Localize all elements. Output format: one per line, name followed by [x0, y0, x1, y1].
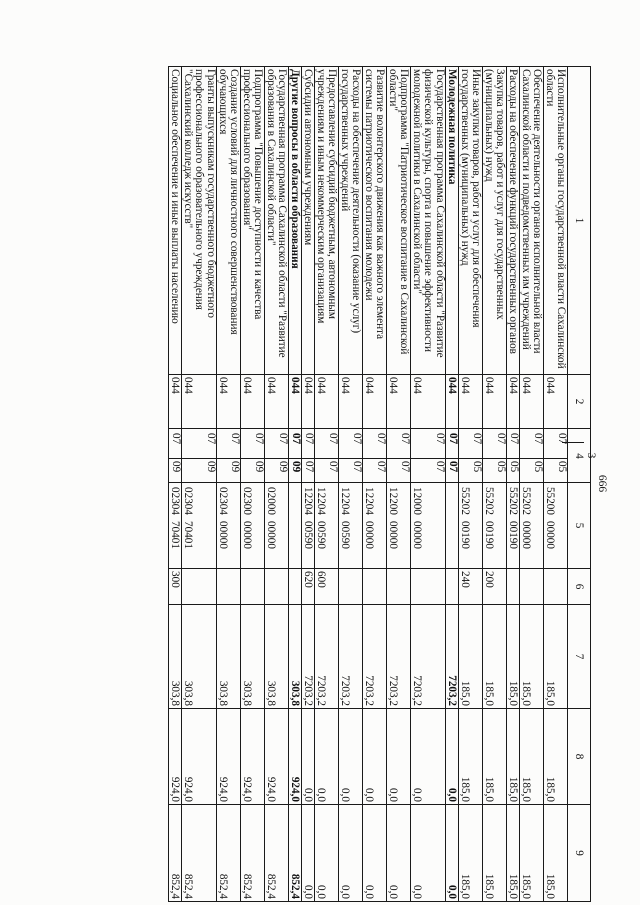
section-subsection-cell: [458, 429, 482, 483]
target-article-cell: [240, 483, 264, 569]
expense-type-cell: 620: [301, 569, 314, 605]
subsection-code: 09: [217, 458, 240, 485]
table-row: [181, 67, 216, 902]
target-article-code-part1: 02304: [217, 487, 230, 515]
section-code: 07: [470, 433, 483, 445]
section-code: 07: [204, 433, 217, 445]
subsection-code: 07: [339, 458, 362, 485]
expense-type-cell: 600: [314, 569, 338, 605]
target-article-code-part1: 02000: [265, 487, 278, 515]
expense-type-cell: 240: [458, 569, 482, 605]
row-name-cell: Гранты выпускникам государственного бюджетного профессионального образовательного учреждения "Сахалинский колледж искусств": [181, 67, 216, 375]
target-article-code-part2: 00000: [265, 521, 278, 549]
section-subsection-cell: [314, 429, 338, 483]
target-article-code-part2: 00190: [506, 521, 519, 549]
target-article-cell: [445, 483, 458, 569]
section-subsection-cell: [519, 429, 543, 483]
table-row: [362, 67, 386, 902]
section-subsection-cell: [240, 429, 264, 483]
section-code: 07: [446, 433, 459, 445]
amount-year3-cell: 0,0: [338, 805, 362, 902]
table-row: [458, 67, 482, 902]
subsection-code: 09: [241, 458, 264, 485]
target-article-code-part1: 55202: [458, 487, 471, 515]
amount-year2-cell: 0,0: [362, 709, 386, 805]
section-code: 07: [374, 433, 387, 445]
subsection-code: 07: [302, 458, 314, 485]
amount-year1-cell: 7203,2: [445, 605, 458, 709]
amount-year3-cell: 185,0: [506, 805, 519, 902]
amount-year1-cell: 303,8: [181, 605, 216, 709]
section-code: 07: [276, 433, 289, 445]
subsection-code: 09: [265, 458, 288, 485]
amount-year3-cell: 0,0: [362, 805, 386, 902]
amount-year1-cell: 185,0: [543, 605, 567, 709]
row-name-cell: Социальное обеспечение и иные выплаты населению: [168, 67, 181, 375]
amount-year3-cell: 185,0: [482, 805, 506, 902]
column-header-3: 3: [584, 452, 597, 459]
grbs-code-cell: 044: [506, 375, 519, 429]
amount-year2-cell: 0,0: [301, 709, 314, 805]
table-row: [314, 67, 338, 902]
subsection-code: 05: [507, 458, 519, 485]
target-article-code-part2: 00000: [241, 521, 254, 549]
expense-type-cell: [216, 569, 240, 605]
table-row: [482, 67, 506, 902]
amount-year2-cell: 185,0: [543, 709, 567, 805]
target-article-code-part2: 00000: [543, 521, 556, 549]
target-article-cell: [386, 483, 410, 569]
row-name-cell: Обеспечение деятельности органов исполнительной власти Сахалинской области и подведомственных им учреждений: [519, 67, 543, 375]
section-subsection-cell: [264, 429, 288, 483]
section-code: 07: [228, 433, 241, 445]
grbs-code-cell: 044: [240, 375, 264, 429]
expense-type-cell: [362, 569, 386, 605]
row-name-cell: Предоставление субсидий бюджетным, автономным учреждениям и иным некоммерческим организациям: [314, 67, 338, 375]
row-name-cell: Другие вопросы в области образования: [288, 67, 301, 375]
table-row: [519, 67, 543, 902]
target-article-code-part1: 02300: [241, 487, 254, 515]
subsection-code: 09: [289, 458, 301, 485]
expense-type-cell: 200: [482, 569, 506, 605]
section-code: 07: [169, 433, 182, 445]
target-article-cell: [168, 483, 181, 569]
target-article-code-part2: 00590: [339, 521, 352, 549]
section-subsection-cell: [386, 429, 410, 483]
table-row: [264, 67, 288, 902]
section-code: 07: [494, 433, 507, 445]
amount-year1-cell: 303,8: [240, 605, 264, 709]
expense-type-cell: [445, 569, 458, 605]
grbs-code-cell: 044: [543, 375, 567, 429]
grbs-code-cell: 044: [216, 375, 240, 429]
target-article-code-part1: 02304: [182, 487, 195, 515]
row-name-cell: Подпрограмма "Повышение доступности и качества профессионального образования": [240, 67, 264, 375]
amount-year1-cell: 7203,2: [410, 605, 445, 709]
expense-type-cell: 300: [168, 569, 181, 605]
target-article-cell: [181, 483, 216, 569]
amount-year2-cell: 924,0: [181, 709, 216, 805]
table-row: [386, 67, 410, 902]
target-article-code-part2: 00000: [519, 521, 532, 549]
amount-year1-cell: 303,8: [216, 605, 240, 709]
target-article-cell: [482, 483, 506, 569]
expense-type-cell: [240, 569, 264, 605]
row-name-cell: Расходы на обеспечение деятельности (оказание услуг) государственных учреждений: [338, 67, 362, 375]
amount-year2-cell: 924,0: [264, 709, 288, 805]
column-header-9: 9: [567, 805, 590, 902]
amount-year1-cell: 303,8: [168, 605, 181, 709]
amount-year2-cell: 0,0: [386, 709, 410, 805]
subsection-code: 07: [363, 458, 386, 485]
grbs-code-cell: 044: [482, 375, 506, 429]
target-article-code-part2: 00000: [363, 521, 376, 549]
amount-year1-cell: 7203,2: [386, 605, 410, 709]
table-row: [410, 67, 445, 902]
target-article-code-part2: 00000: [411, 521, 424, 549]
row-name-cell: Создание условий для личностного совершенствования обучающихся: [216, 67, 240, 375]
amount-year2-cell: 924,0: [168, 709, 181, 805]
subsection-code: 05: [544, 458, 567, 485]
amount-year1-cell: 7203,2: [338, 605, 362, 709]
target-article-code-part1: 12204: [363, 487, 376, 515]
amount-year1-cell: 185,0: [482, 605, 506, 709]
subsection-code: 07: [411, 458, 445, 485]
expense-type-cell: [338, 569, 362, 605]
column-header-3-4: [567, 429, 597, 483]
target-article-cell: [410, 483, 445, 569]
amount-year2-cell: 185,0: [519, 709, 543, 805]
grbs-code-cell: 044: [314, 375, 338, 429]
grbs-code-cell: 044: [386, 375, 410, 429]
subsection-code: 05: [483, 458, 506, 485]
table-row: [240, 67, 264, 902]
target-article-code-part2: 70401: [168, 521, 181, 549]
amount-year2-cell: 0,0: [445, 709, 458, 805]
amount-year1-cell: 7203,2: [314, 605, 338, 709]
expense-type-cell: [288, 569, 301, 605]
target-article-cell: [519, 483, 543, 569]
amount-year2-cell: 924,0: [288, 709, 301, 805]
column-header-5: 5: [567, 483, 590, 569]
amount-year3-cell: 0,0: [386, 805, 410, 902]
section-code: 07: [433, 433, 446, 445]
section-code: 07: [350, 433, 363, 445]
grbs-code-cell: 044: [301, 375, 314, 429]
grbs-code-cell: 044: [519, 375, 543, 429]
section-code: 07: [252, 433, 265, 445]
section-subsection-cell: [543, 429, 567, 483]
row-name-cell: Субсидии автономным учреждениям: [301, 67, 314, 375]
subsection-code: 07: [446, 458, 458, 485]
target-article-cell: [301, 483, 314, 569]
amount-year2-cell: 0,0: [410, 709, 445, 805]
row-name-cell: Иные закупки товаров, работ и услуг для обеспечения государственных (муниципальных) нужд: [458, 67, 482, 375]
target-article-code-part1: 55202: [519, 487, 532, 515]
target-article-cell: [506, 483, 519, 569]
expense-type-cell: [181, 569, 216, 605]
target-article-code-part1: 55202: [506, 487, 519, 515]
expense-type-cell: [506, 569, 519, 605]
target-article-code-part1: 12204: [315, 487, 328, 515]
section-subsection-cell: [288, 429, 301, 483]
section-code: 07: [398, 433, 411, 445]
row-name-cell: Развитие волонтерского движения как важного элемента системы патриотического воспитания молодежи: [362, 67, 386, 375]
row-name-cell: Государственная программа Сахалинской области "Развитие образования в Сахалинской области": [264, 67, 288, 375]
amount-year3-cell: 0,0: [301, 805, 314, 902]
row-name-cell: Подпрограмма "Патриотическое воспитание в Сахалинской области": [386, 67, 410, 375]
row-name-cell: Молодежная политика: [445, 67, 458, 375]
amount-year3-cell: 0,0: [314, 805, 338, 902]
target-article-code-part1: 02304: [168, 487, 181, 515]
target-article-cell: [543, 483, 567, 569]
subsection-code: 09: [169, 458, 181, 485]
target-article-code-part2: 00590: [315, 521, 328, 549]
row-name-cell: Государственная программа Сахалинской области "Развитие физической культуры, спорта и повышение эффективности молодежной политики в Сахалинской области": [410, 67, 445, 375]
grbs-code-cell: 044: [181, 375, 216, 429]
amount-year1-cell: 185,0: [458, 605, 482, 709]
column-header-6: 6: [567, 569, 590, 605]
section-subsection-cell: [482, 429, 506, 483]
amount-year3-cell: 852,4: [181, 805, 216, 902]
target-article-code-part2: 00190: [482, 521, 495, 549]
amount-year3-cell: 185,0: [543, 805, 567, 902]
target-article-cell: [338, 483, 362, 569]
grbs-code-cell: 044: [458, 375, 482, 429]
column-header-2: 2: [567, 375, 590, 429]
table-row: [543, 67, 567, 902]
section-subsection-cell: [168, 429, 181, 483]
table-row: [288, 67, 301, 902]
amount-year2-cell: 924,0: [240, 709, 264, 805]
amount-year1-cell: 185,0: [519, 605, 543, 709]
target-article-code-part2: 70401: [182, 521, 195, 549]
expense-type-cell: [410, 569, 445, 605]
column-header-8: 8: [567, 709, 590, 805]
target-article-cell: [264, 483, 288, 569]
row-name-cell: Закупка товаров, работ и услуг для государственных (муниципальных) нужд: [482, 67, 506, 375]
expense-type-cell: [264, 569, 288, 605]
target-article-code-part1: 12200: [387, 487, 400, 515]
subsection-code: 07: [387, 458, 410, 485]
section-code: 07: [555, 433, 568, 445]
section-code: 07: [531, 433, 544, 445]
section-subsection-cell: [445, 429, 458, 483]
amount-year2-cell: 185,0: [482, 709, 506, 805]
target-article-cell: [216, 483, 240, 569]
table-row: [301, 67, 314, 902]
rotated-document-sheet: [33, 66, 613, 901]
section-subsection-cell: [216, 429, 240, 483]
column-number-row: [567, 67, 590, 902]
section-code: 07: [289, 433, 302, 445]
section-subsection-cell: [362, 429, 386, 483]
amount-year3-cell: 852,4: [264, 805, 288, 902]
grbs-code-cell: 044: [168, 375, 181, 429]
amount-year3-cell: 185,0: [458, 805, 482, 902]
section-subsection-cell: [410, 429, 445, 483]
target-article-code-part1: 12000: [411, 487, 424, 515]
column-header-1: 1: [567, 67, 590, 375]
table-row: [338, 67, 362, 902]
budget-table-body: [168, 67, 597, 902]
amount-year1-cell: 185,0: [506, 605, 519, 709]
section-code: 07: [326, 433, 339, 445]
expense-type-cell: [543, 569, 567, 605]
target-article-code-part1: 12204: [301, 487, 314, 515]
grbs-code-cell: 044: [338, 375, 362, 429]
subsection-code: 05: [520, 458, 543, 485]
grbs-code-cell: 044: [288, 375, 301, 429]
section-subsection-cell: [506, 429, 519, 483]
target-article-cell: [314, 483, 338, 569]
amount-year2-cell: 924,0: [216, 709, 240, 805]
amount-year3-cell: 185,0: [519, 805, 543, 902]
amount-year3-cell: 852,4: [288, 805, 301, 902]
grbs-code-cell: 044: [410, 375, 445, 429]
table-row: [506, 67, 519, 902]
target-article-code-part2: 00000: [387, 521, 400, 549]
row-name-cell: Исполнительные органы государственной власти Сахалинской области: [543, 67, 567, 375]
target-article-code-part1: 12204: [339, 487, 352, 515]
subsection-code: 09: [182, 458, 216, 485]
section-subsection-cell: [181, 429, 216, 483]
section-code: 07: [302, 433, 315, 445]
section-subsection-cell: [301, 429, 314, 483]
amount-year1-cell: 303,8: [264, 605, 288, 709]
target-article-code-part1: 55202: [482, 487, 495, 515]
table-row: [445, 67, 458, 902]
amount-year3-cell: 852,4: [168, 805, 181, 902]
amount-year2-cell: 0,0: [338, 709, 362, 805]
expense-type-cell: [386, 569, 410, 605]
table-row: [216, 67, 240, 902]
page-number: 666: [596, 474, 608, 493]
target-article-code-part1: 55200: [543, 487, 556, 515]
amount-year1-cell: 7203,2: [301, 605, 314, 709]
subsection-code: 07: [315, 458, 338, 485]
target-article-cell: [458, 483, 482, 569]
amount-year1-cell: 7203,2: [362, 605, 386, 709]
grbs-code-cell: 044: [445, 375, 458, 429]
section-code: 07: [507, 433, 520, 445]
subsection-code: 05: [459, 458, 482, 485]
row-name-cell: Расходы на обеспечение функций государственных органов: [506, 67, 519, 375]
amount-year3-cell: 0,0: [445, 805, 458, 902]
target-article-code-part2: 00000: [217, 521, 230, 549]
amount-year2-cell: 0,0: [314, 709, 338, 805]
target-article-code-part2: 00590: [301, 521, 314, 549]
grbs-code-cell: 044: [264, 375, 288, 429]
grbs-code-cell: 044: [362, 375, 386, 429]
amount-year2-cell: 185,0: [506, 709, 519, 805]
amount-year3-cell: 0,0: [410, 805, 445, 902]
amount-year2-cell: 185,0: [458, 709, 482, 805]
expense-type-cell: [519, 569, 543, 605]
target-article-cell: [362, 483, 386, 569]
target-article-code-part2: 00190: [458, 521, 471, 549]
amount-year3-cell: 852,4: [216, 805, 240, 902]
column-header-4: 4: [562, 442, 584, 469]
target-article-cell: [288, 483, 301, 569]
table-row: [168, 67, 181, 902]
column-header-7: 7: [567, 605, 590, 709]
section-subsection-cell: [338, 429, 362, 483]
amount-year3-cell: 852,4: [240, 805, 264, 902]
budget-table: [168, 66, 597, 902]
amount-year1-cell: 303,8: [288, 605, 301, 709]
